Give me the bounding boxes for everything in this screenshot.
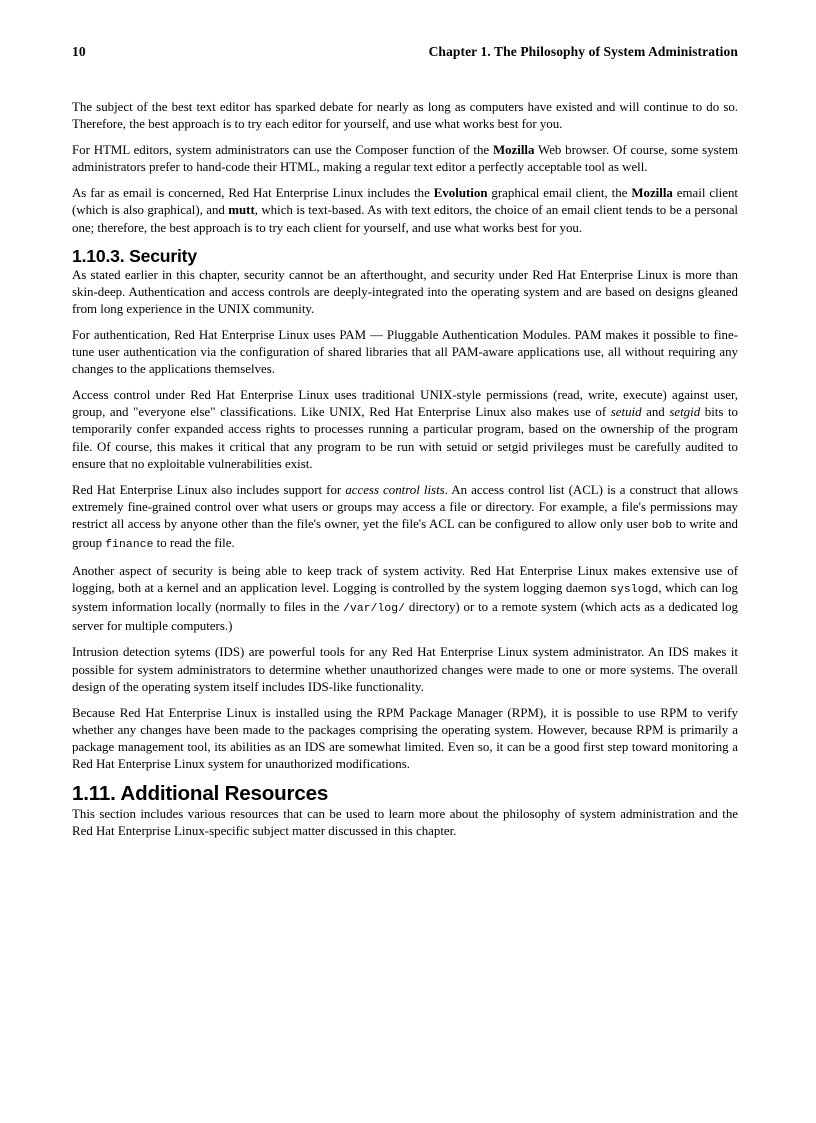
emphasis-mozilla: Mozilla [492, 143, 535, 158]
emphasis-setuid: setuid [610, 405, 642, 420]
paragraph-run: Web browser. Of course, some system administrators prefer to hand-code their HTML, making a regular text editor a perfectly acceptable tool as well. [72, 143, 738, 175]
paragraph-run: As far as email is concerned, Red Hat Enterprise Linux includes the [72, 186, 434, 201]
paragraph-run: Access control under Red Hat Enterprise Linux uses traditional UNIX-style permissions (read, write, execute) against user, group, and "everyone else" classifications. Like UNIX, Red Hat Enterprise Linux also makes use of [72, 388, 738, 420]
paragraph-run: Another aspect of security is being able to keep track of system activity. Red Hat Enterprise Linux makes extensive use of logging, both at a kernel and an application level. Logging is controlled by the system logging daemon [72, 564, 738, 596]
paragraph-pam [72, 327, 738, 378]
code-literal-finance: finance [105, 538, 154, 551]
emphasis-access-control-lists: access control lists [345, 482, 445, 497]
paragraph-security-intro [72, 267, 738, 318]
paragraph-run: Intrusion detection sytems (IDS) are powerful tools for any Red Hat Enterprise Linux system administrator. An IDS makes it possible for system administrators to determine whether unauthorized changes were made to one or more systems. The overall design of the operating system itself includes IDS-like functionality. [72, 645, 738, 694]
paragraph-additional-resources-intro [72, 806, 738, 840]
paragraph-run: As stated earlier in this chapter, security cannot be an afterthought, and security under Red Hat Enterprise Linux is more than skin-deep. Authentication and access controls are deeply-integrated into the operating system and are based on designs gleaned from long experience in the UNIX community. [72, 267, 738, 316]
emphasis-setgid: setgid [669, 405, 701, 420]
paragraph-text-editors [72, 99, 738, 133]
paragraph-ids [72, 644, 738, 695]
paragraph-run: Because Red Hat Enterprise Linux is installed using the RPM Package Manager (RPM), it is possible to use RPM to verify whether any changes have been made to the packages comprising the operating system. However, because RPM is primarily a package management tool, its abilities as an IDS are somewhat limited. Even so, it can be a good first step toward monitoring a Red Hat Enterprise Linux system for unauthorized modifications. [72, 705, 738, 771]
heading-additional-resources: 1.11. Additional Resources [72, 782, 329, 806]
paragraph-run: email client (which is also graphical), and [72, 186, 738, 218]
paragraph-logging [72, 563, 738, 635]
paragraph-run: to write and group [72, 516, 738, 550]
emphasis-evolution: Evolution [433, 186, 488, 201]
paragraph-run: to read the file. [153, 535, 235, 550]
paragraph-run: , which can log system information locally (normally to files in the [72, 581, 738, 615]
code-literal-var-log: /var/log/ [343, 603, 406, 616]
paragraph-run: directory) or to a remote system (which acts as a dedicated log server for multiple computers.) [72, 600, 738, 634]
chapter-title: Chapter 1. The Philosophy of System Administration [428, 44, 738, 59]
page-number: 10 [72, 44, 86, 59]
paragraph-run: Red Hat Enterprise Linux also includes support for [72, 482, 346, 497]
paragraph-run: For authentication, Red Hat Enterprise Linux uses PAM — Pluggable Authentication Modules. PAM makes it possible to fine-tune user authentication via the configuration of shared libraries that all PAM-aware applications use, all without requiring any changes to the applications themselves. [72, 327, 738, 377]
paragraph-run: graphical email client, the [487, 186, 632, 201]
paragraph-access-control [72, 387, 738, 472]
paragraph-run: , which is text-based. As with text editors, the choice of an email client tends to be a personal one; therefore, the best approach is to try each client for yourself, and use what works best for you. [72, 203, 738, 235]
code-literal-bob: bob [651, 519, 673, 532]
paragraph-email-clients [72, 185, 738, 236]
paragraph-rpm [72, 705, 738, 773]
running-header [72, 44, 738, 60]
code-literal-syslogd: syslogd [610, 584, 659, 597]
paragraph-acl [72, 482, 738, 554]
paragraph-run: This section includes various resources that can be used to learn more about the philosophy of system administration and the Red Hat Enterprise Linux-specific subject matter discussed in this chapter. [72, 807, 738, 839]
paragraph-run: . An access control list (ACL) is a construct that allows extremely fine-grained control over what users or groups may access a file or directory. For example, a file's permissions may restrict all access by anyone other than the file's owner, yet the file's ACL can be configured to allow only user [72, 482, 738, 531]
paragraph-html-editors [72, 142, 738, 176]
paragraph-run: For HTML editors, system administrators can use the Composer function of the [72, 143, 493, 158]
paragraph-run: bits to temporarily confer expanded access rights to processes running a particular program, based on the ownership of the program file. Of course, this makes it critical that any program to be run with setuid or setgid privileges must be carefully audited to ensure that no exploitable vulnerabilities exist. [72, 405, 739, 471]
emphasis-mutt: mutt [228, 203, 255, 218]
paragraph-run: and [641, 405, 670, 420]
body-text-block [72, 99, 738, 840]
paragraph-run: The subject of the best text editor has sparked debate for nearly as long as computers have existed and will continue to do so. Therefore, the best approach is to try each editor for yourself, and use what works best for you. [72, 100, 738, 132]
page-content [72, 44, 738, 840]
emphasis-mozilla: Mozilla [631, 186, 673, 201]
heading-security: 1.10.3. Security [72, 245, 197, 266]
